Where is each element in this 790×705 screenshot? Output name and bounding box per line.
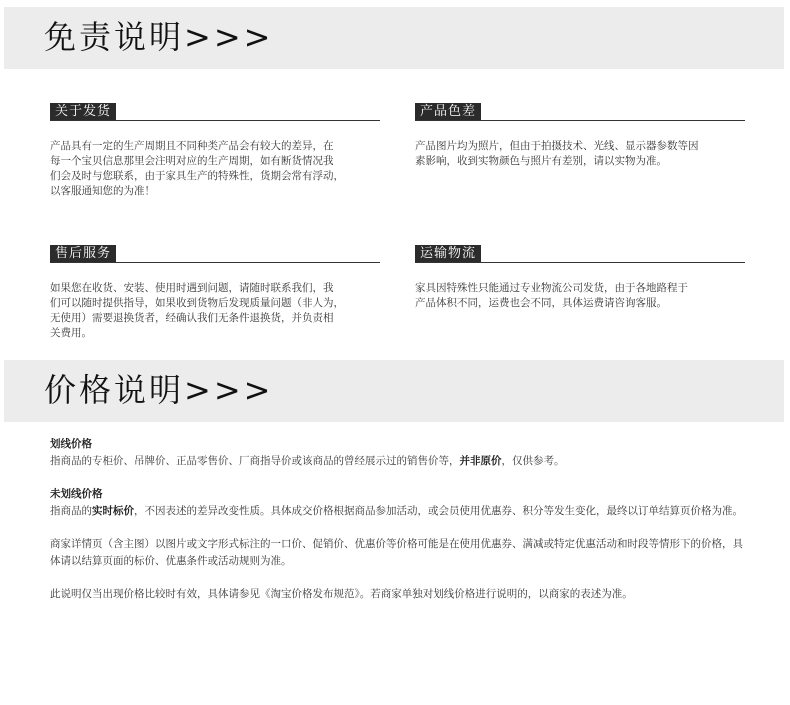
section-title: 关于发货 <box>50 103 116 121</box>
no-strike-price-block <box>50 486 750 520</box>
section-title: 产品色差 <box>415 103 481 121</box>
section-color-difference <box>415 103 745 169</box>
divider <box>50 120 380 121</box>
section-header <box>415 103 745 123</box>
price-note-text: 此说明仅当出现价格比较时有效，具体请参见《淘宝价格发布规范》。若商家单独对划线价格进行说明的，以商家的表述为准。 <box>50 588 633 600</box>
no-strike-price-heading: 未划线价格 <box>50 488 103 500</box>
section-title: 运输物流 <box>415 245 481 263</box>
section-title: 售后服务 <box>50 245 116 263</box>
strike-price-heading: 划线价格 <box>50 438 92 450</box>
no-strike-price-text <box>50 503 750 520</box>
section-header <box>50 103 380 123</box>
divider <box>415 262 745 263</box>
price-explanation <box>50 436 750 619</box>
disclaimer-title: 免责说明>>> <box>44 18 274 56</box>
section-shipping <box>50 103 380 199</box>
bold-text: 并非原价 <box>459 455 502 467</box>
text-run: ，不因表述的差异改变性质。具体成交价格根据商品参加活动，或会员使用优惠券、积分等发生变化，最终以订单结算页价格为准。 <box>134 505 743 517</box>
section-header <box>50 245 380 265</box>
divider <box>50 262 380 263</box>
bold-text: 实时标价 <box>92 505 134 517</box>
price-title: 价格说明>>> <box>44 371 274 409</box>
disclaimer-banner <box>4 7 784 69</box>
section-header <box>415 245 745 265</box>
divider <box>415 120 745 121</box>
section-body: 产品具有一定的生产周期且不同种类产品会有较大的差异，在 每一个宝贝信息那里会注明对应的生产周期，如有断货情况我 们会及时与您联系，由于家具生产的特殊性，货期会常有浮动， 以客服通知您的为准！ <box>50 140 344 197</box>
text-run: 指商品的专柜价、吊牌价、正品零售价、厂商指导价或该商品的曾经展示过的销售价等， <box>50 455 460 467</box>
section-logistics <box>415 245 745 311</box>
text-run: 指商品的 <box>50 505 92 517</box>
text-run: ，仅供参考。 <box>501 455 565 467</box>
strike-price-text <box>50 453 750 470</box>
price-banner <box>4 360 784 422</box>
section-after-sales <box>50 245 380 341</box>
section-body: 如果您在收货、安装、使用时遇到问题，请随时联系我们，我 们可以随时提供指导，如果收到货物后发现质量问题（非人为， 无使用）需要退换货者，经确认我们无条件退换货，并负责相 关费用。 <box>50 282 344 339</box>
strike-price-block <box>50 436 750 470</box>
section-body: 产品图片均为照片，但由于拍摄技术、光线、显示器参数等因 素影响，收到实物颜色与照片有差别，请以实物为准。 <box>415 140 699 167</box>
detail-page-price-text: 商家详情页（含主图）以图片或文字形式标注的一口价、促销价、优惠价等价格可能是在使用优惠券、满减或特定优惠活动和时段等情形下的价格，具体请以结算页面的标价、优惠条件或活动规则为准。 <box>50 538 743 567</box>
section-body: 家具因特殊性只能通过专业物流公司发货，由于各地路程于 产品体积不同，运费也会不同，具体运费请咨询客服。 <box>415 282 688 309</box>
